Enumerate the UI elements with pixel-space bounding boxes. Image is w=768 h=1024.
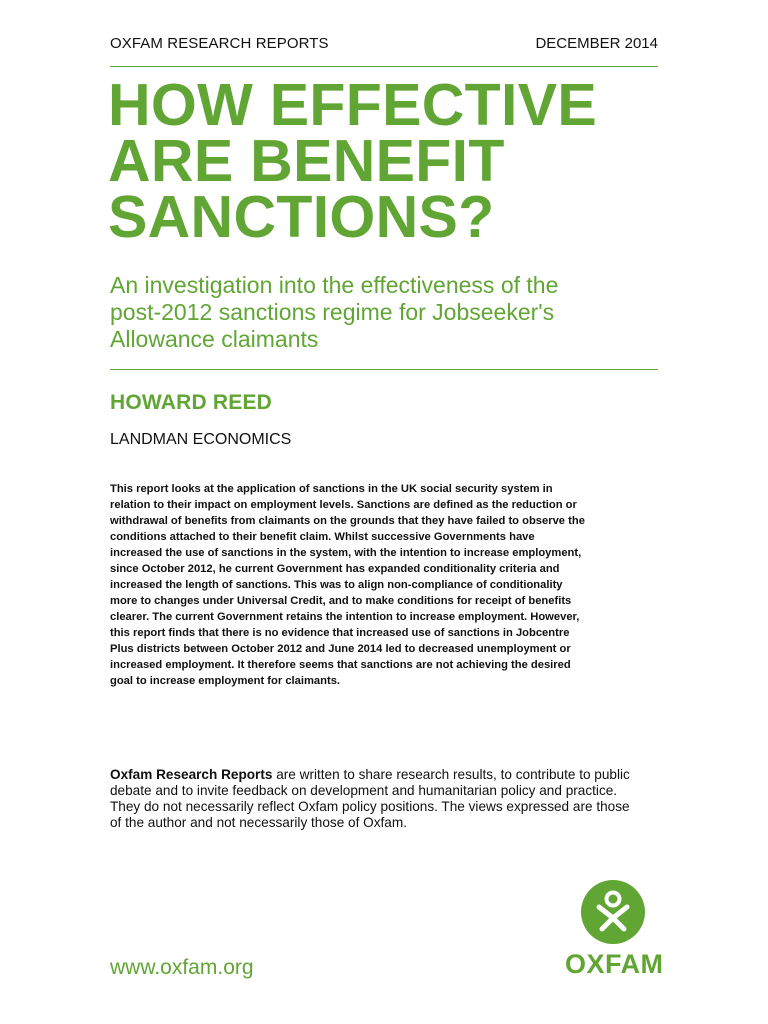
top-divider (110, 66, 658, 67)
abstract-line: clearer. The current Government retains the intention to increase employment. However, (110, 611, 580, 623)
title-line: HOW EFFECTIVE (108, 72, 598, 138)
title-line: SANCTIONS? (108, 184, 495, 250)
abstract-line: conditions attached to their benefit claim. Whilst successive Governments have (110, 531, 535, 543)
abstract-line: Plus districts between October 2012 and June 2014 led to decreased unemployment or (110, 643, 571, 655)
abstract-line: relation to their impact on employment levels. Sanctions are defined as the reduction or (110, 499, 577, 511)
disclaimer (110, 767, 662, 831)
report-title (108, 72, 668, 250)
abstract (110, 481, 662, 689)
abstract-line: this report finds that there is no evidence that increased use of sanctions in Jobcentre (110, 627, 570, 639)
disclaimer-line: of the author and not necessarily those of Oxfam. (110, 815, 407, 830)
report-date: DECEMBER 2014 (535, 35, 658, 52)
disclaimer-line-rest: are written to share research results, to contribute to public (272, 767, 630, 782)
abstract-line: goal to increase employment for claimants. (110, 675, 341, 687)
report-subtitle (110, 272, 670, 353)
abstract-line: increased the length of sanctions. This was to align non-compliance of conditionality (110, 579, 563, 591)
report-series: OXFAM RESEARCH REPORTS (110, 35, 329, 52)
abstract-line: This report looks at the application of sanctions in the UK social security system in (110, 483, 553, 495)
disclaimer-lead: Oxfam Research Reports (110, 767, 273, 782)
subtitle-line: post-2012 sanctions regime for Jobseeker's (110, 299, 555, 325)
middle-divider (110, 369, 658, 370)
subtitle-line: Allowance claimants (110, 326, 319, 352)
oxfam-figure-icon (581, 880, 645, 944)
oxfam-logo-text: OXFAM (565, 949, 664, 979)
abstract-line: increased employment. It therefore seems that sanctions are not achieving the desired (110, 659, 571, 671)
author-organisation: LANDMAN ECONOMICS (110, 431, 292, 448)
disclaimer-line (110, 767, 662, 783)
author-name: HOWARD REED (110, 391, 273, 414)
abstract-line: increased the use of sanctions in the system, with the intention to increase employment, (110, 547, 582, 559)
abstract-line: withdrawal of benefits from claimants on the grounds that they have failed to observe the (110, 515, 585, 527)
website-link[interactable]: www.oxfam.org (110, 956, 254, 979)
title-line: ARE BENEFIT (108, 128, 505, 194)
abstract-line: more to changes under Universal Credit, and to make conditions for receipt of benefits (110, 595, 572, 607)
disclaimer-line: debate and to invite feedback on development and humanitarian policy and practice. (110, 783, 618, 798)
abstract-line: since October 2012, he current Government has expanded conditionality criteria and (110, 563, 560, 575)
subtitle-line: An investigation into the effectiveness of the (110, 272, 559, 298)
disclaimer-line: They do not necessarily reflect Oxfam policy positions. The views expressed are those (110, 799, 630, 814)
